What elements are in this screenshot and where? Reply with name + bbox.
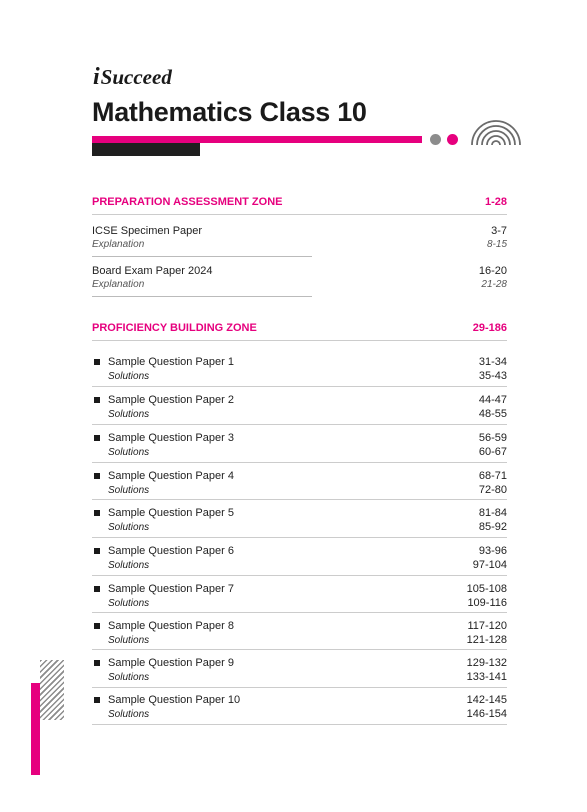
toc-entry[interactable] bbox=[92, 355, 507, 384]
entry-pages: 93-96 bbox=[478, 545, 507, 557]
entry-label: Sample Question Paper 2 bbox=[108, 394, 234, 406]
hatch-pattern-decoration bbox=[40, 660, 64, 720]
entry-pages: 56-59 bbox=[478, 432, 507, 444]
zone-divider bbox=[92, 340, 507, 341]
entry-label: Sample Question Paper 8 bbox=[108, 620, 234, 632]
zone-pages: 1-28 bbox=[484, 196, 507, 208]
entry-divider bbox=[92, 386, 507, 387]
square-bullet-icon bbox=[94, 697, 100, 703]
entry-sub-pages: 21-28 bbox=[481, 279, 507, 290]
entry-sub-label: Solutions bbox=[108, 560, 150, 571]
entry-label: Sample Question Paper 7 bbox=[108, 583, 234, 595]
toc-entry[interactable] bbox=[92, 506, 507, 535]
zone-pages: 29-186 bbox=[472, 322, 507, 334]
concentric-arcs-icon bbox=[466, 112, 526, 146]
square-bullet-icon bbox=[94, 623, 100, 629]
entry-divider bbox=[92, 724, 507, 725]
title-underline-pink bbox=[92, 136, 422, 143]
entry-label: Sample Question Paper 3 bbox=[108, 432, 234, 444]
zone-name: PREPARATION ASSESSMENT ZONE bbox=[92, 196, 283, 208]
toc-entry[interactable] bbox=[92, 582, 507, 611]
entry-label: ICSE Specimen Paper bbox=[92, 225, 203, 237]
entry-pages: 105-108 bbox=[466, 583, 507, 595]
entry-sub-pages: 109-116 bbox=[467, 597, 507, 609]
entry-divider bbox=[92, 649, 507, 650]
entry-divider bbox=[92, 296, 312, 297]
entry-divider bbox=[92, 575, 507, 576]
zone-heading-preparation bbox=[92, 196, 507, 208]
toc-entry[interactable] bbox=[92, 544, 507, 573]
toc-entry[interactable] bbox=[92, 393, 507, 422]
zone-name: PROFICIENCY BUILDING ZONE bbox=[92, 322, 257, 334]
square-bullet-icon bbox=[94, 397, 100, 403]
grey-dot-icon bbox=[430, 134, 441, 145]
square-bullet-icon bbox=[94, 660, 100, 666]
entry-sub-label: Solutions bbox=[108, 485, 150, 496]
entry-sub-pages: 8-15 bbox=[486, 239, 507, 250]
entry-sub-label: Solutions bbox=[108, 447, 150, 458]
entry-sub-pages: 133-141 bbox=[466, 671, 507, 683]
entry-pages: 3-7 bbox=[491, 225, 507, 237]
brand-logo-i: i bbox=[93, 64, 100, 90]
entry-pages: 31-34 bbox=[478, 356, 507, 368]
square-bullet-icon bbox=[94, 548, 100, 554]
entry-sub-label: Explanation bbox=[92, 279, 145, 290]
entry-divider bbox=[92, 537, 507, 538]
entry-sub-pages: 85-92 bbox=[478, 521, 507, 533]
entry-sub-pages: 60-67 bbox=[478, 446, 507, 458]
entry-label: Sample Question Paper 10 bbox=[108, 694, 241, 706]
toc-entry[interactable] bbox=[92, 619, 507, 648]
entry-sub-pages: 121-128 bbox=[466, 634, 507, 646]
entry-pages: 68-71 bbox=[478, 470, 507, 482]
entry-label: Sample Question Paper 4 bbox=[108, 470, 234, 482]
zone-divider bbox=[92, 214, 507, 215]
toc-entry[interactable] bbox=[92, 469, 507, 498]
entry-sub-label: Explanation bbox=[92, 239, 145, 250]
entry-label: Board Exam Paper 2024 bbox=[92, 265, 213, 277]
entry-sub-pages: 48-55 bbox=[478, 408, 507, 420]
toc-entry[interactable] bbox=[92, 431, 507, 460]
entry-sub-label: Solutions bbox=[108, 598, 150, 609]
toc-entry[interactable] bbox=[92, 656, 507, 685]
entry-sub-pages: 97-104 bbox=[472, 559, 507, 571]
entry-sub-pages: 146-154 bbox=[466, 708, 507, 720]
entry-label: Sample Question Paper 5 bbox=[108, 507, 234, 519]
entry-divider bbox=[92, 424, 507, 425]
entry-sub-label: Solutions bbox=[108, 522, 150, 533]
entry-pages: 142-145 bbox=[466, 694, 507, 706]
entry-divider bbox=[92, 256, 312, 257]
square-bullet-icon bbox=[94, 359, 100, 365]
entry-sub-label: Solutions bbox=[108, 371, 150, 382]
square-bullet-icon bbox=[94, 510, 100, 516]
entry-pages: 44-47 bbox=[478, 394, 507, 406]
entry-divider bbox=[92, 499, 507, 500]
entry-label: Sample Question Paper 6 bbox=[108, 545, 234, 557]
entry-divider bbox=[92, 687, 507, 688]
entry-sub-label: Solutions bbox=[108, 409, 150, 420]
square-bullet-icon bbox=[94, 473, 100, 479]
entry-pages: 117-120 bbox=[467, 620, 507, 632]
entry-pages: 129-132 bbox=[466, 657, 507, 669]
entry-divider bbox=[92, 612, 507, 613]
page-title: Mathematics Class 10 bbox=[92, 97, 367, 127]
zone-heading-proficiency bbox=[92, 322, 507, 334]
entry-sub-label: Solutions bbox=[108, 672, 150, 683]
brand-logo-text: Succeed bbox=[100, 65, 172, 89]
entry-sub-pages: 72-80 bbox=[478, 484, 507, 496]
brand-logo bbox=[93, 64, 172, 91]
entry-sub-label: Solutions bbox=[108, 635, 150, 646]
toc-entry[interactable] bbox=[92, 224, 507, 252]
side-pink-bar bbox=[31, 683, 40, 775]
pink-dot-icon bbox=[447, 134, 458, 145]
entry-divider bbox=[92, 462, 507, 463]
square-bullet-icon bbox=[94, 586, 100, 592]
entry-sub-pages: 35-43 bbox=[478, 370, 507, 382]
toc-entry[interactable] bbox=[92, 264, 507, 292]
entry-pages: 81-84 bbox=[478, 507, 507, 519]
entry-label: Sample Question Paper 9 bbox=[108, 657, 234, 669]
title-underline-dark bbox=[92, 143, 200, 156]
toc-entry[interactable] bbox=[92, 693, 507, 722]
square-bullet-icon bbox=[94, 435, 100, 441]
entry-pages: 16-20 bbox=[478, 265, 507, 277]
entry-label: Sample Question Paper 1 bbox=[108, 356, 234, 368]
entry-sub-label: Solutions bbox=[108, 709, 150, 720]
